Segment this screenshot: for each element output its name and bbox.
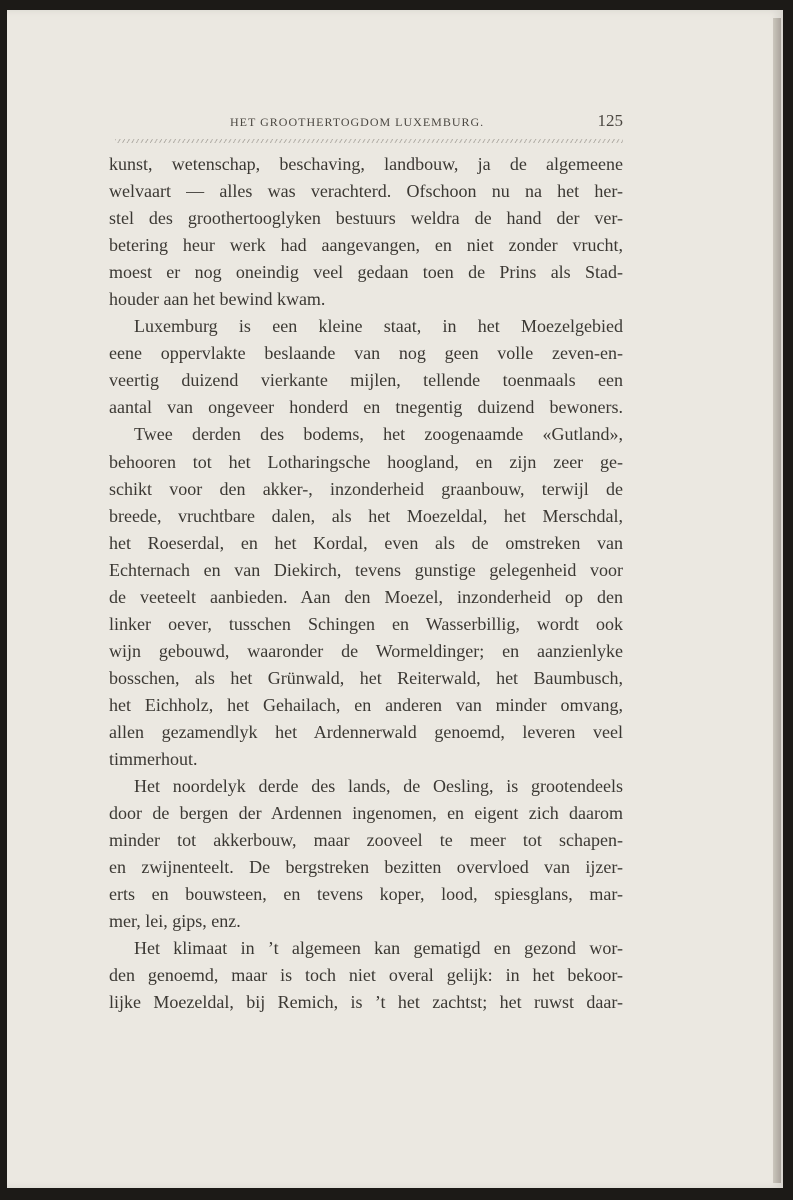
text-line: Echternach en van Diekirch, tevens gunstige gelegenheid voor [109,559,623,580]
text-line: welvaart — alles was verachterd. Ofschoon nu na het her- [109,181,623,202]
text-line: wijn gebouwd, waaronder de Wormeldinger; en aanzienlyke [109,640,623,661]
text-line: lijke Moezeldal, bij Remich, is ’t het zachtst; het ruwst daar- [109,992,623,1013]
text-line: den genoemd, maar is toch niet overal gelijk: in het bekoor- [109,965,623,986]
text-line: timmerhout. [109,749,198,770]
page-header [111,112,623,132]
text-line: breede, vruchtbare dalen, als het Moezeldal, het Merschdal, [109,505,623,526]
text-line: minder tot akkerbouw, maar zooveel te meer tot schapen- [109,830,623,851]
paragraph-start: Luxemburg is een kleine staat, in het Moezelgebied [134,316,623,337]
text-line: mer, lei, gips, enz. [109,911,241,932]
body-text [109,151,623,1017]
text-line: het Roeserdal, en het Kordal, even als de omstreken van [109,532,623,553]
text-line: veertig duizend vierkante mijlen, tellende toenmaals een [109,370,623,391]
text-line: het Eichholz, het Gehailach, en anderen van minder omvang, [109,694,623,715]
text-line: en zwijnenteelt. De bergstreken bezitten overvloed van ijzer- [109,857,623,878]
text-line: betering heur werk had aangevangen, en niet zonder vrucht, [109,235,623,256]
text-line: de veeteelt aanbieden. Aan den Moezel, inzonderheid op den [109,586,623,607]
text-line: allen gezamendlyk het Ardennerwald genoemd, leveren veel [109,721,623,742]
paragraph-start: Het klimaat in ’t algemeen kan gematigd en gezond wor- [134,938,623,959]
text-line: bosschen, als het Grünwald, het Reiterwald, het Baumbusch, [109,667,623,688]
paragraph-start: Twee derden des bodems, het zoogenaamde «Gutland», [134,424,623,445]
text-line: schikt voor den akker-, inzonderheid graanbouw, terwijl de [109,478,623,499]
text-line: aantal van ongeveer honderd en tnegentig duizend bewoners. [109,397,623,418]
text-line: eene oppervlakte beslaande van nog geen volle zeven-en- [109,343,623,364]
text-line: door de bergen der Ardennen ingenomen, en eigent zich daarom [109,803,623,824]
page-number: 125 [597,111,623,130]
page-edge [773,18,781,1183]
header-rule [115,139,623,143]
text-line: behooren tot het Lotharingsche hoogland, en zijn zeer ge- [109,451,623,472]
text-line: linker oever, tusschen Schingen en Wasserbillig, wordt ook [109,613,623,634]
text-line: houder aan het bewind kwam. [109,289,326,310]
text-line: erts en bouwsteen, en tevens koper, lood, spiesglans, mar- [109,884,623,905]
text-line: stel des groothertooglyken bestuurs weldra de hand der ver- [109,208,623,229]
paragraph-start: Het noordelyk derde des lands, de Oesling, is grootendeels [134,776,623,797]
text-line: moest er nog oneindig veel gedaan toen de Prins als Stad- [109,262,623,283]
text-line: kunst, wetenschap, beschaving, landbouw, ja de algemeene [109,154,623,174]
running-title: HET GROOTHERTOGDOM LUXEMBURG. [230,115,485,129]
